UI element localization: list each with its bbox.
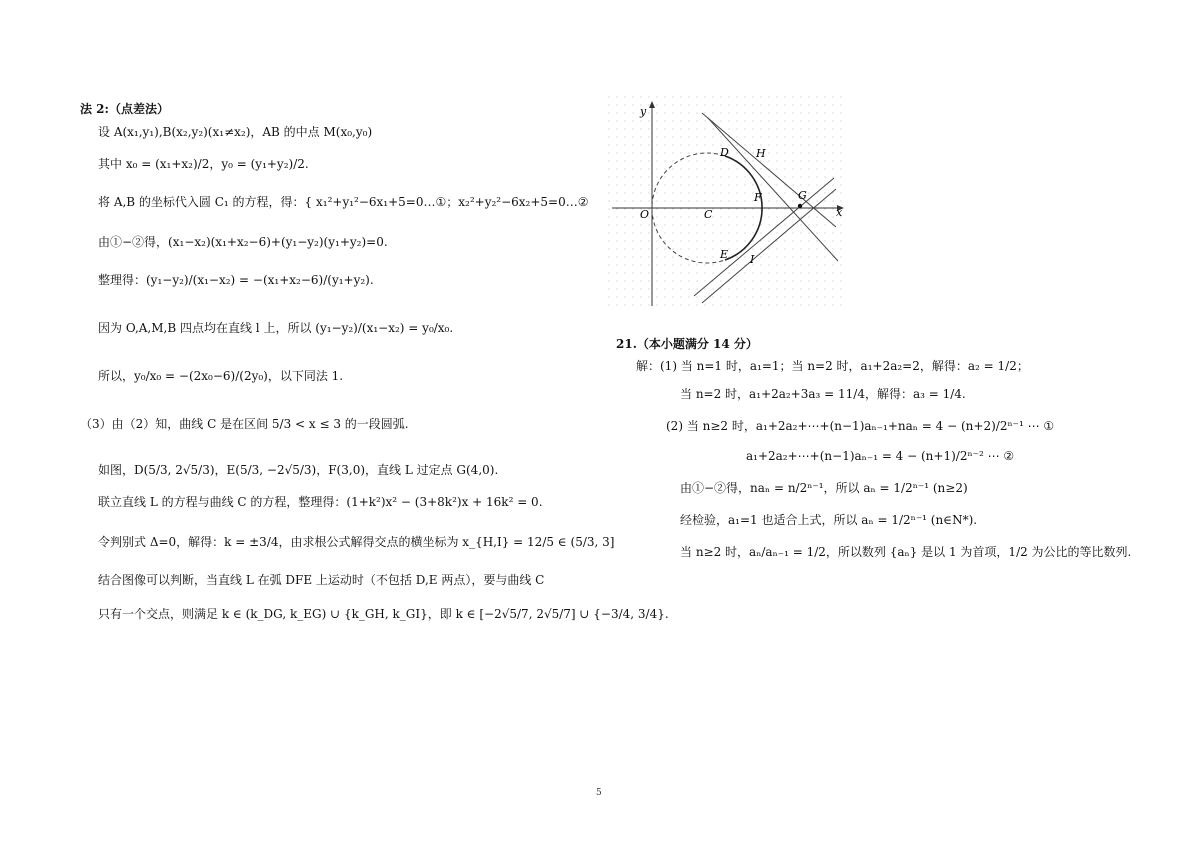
page-number: 5 xyxy=(596,788,602,798)
label-y: y xyxy=(640,105,647,118)
method-heading: 法 2:（点差法） xyxy=(80,102,169,116)
solution-line: 经检验，a₁=1 也适合上式，所以 aₙ = 1/2ⁿ⁻¹ (n∈N*). xyxy=(680,513,978,527)
solution-line: 联立直线 L 的方程与曲线 C 的方程，整理得：(1+k²)x² − (3+8k²)x + 16k² = 0. xyxy=(98,495,543,509)
solution-line: 当 n≥2 时，aₙ/aₙ₋₁ = 1/2，所以数列 {aₙ} 是以 1 为首项，1/2 为公比的等比数列. xyxy=(680,545,1132,559)
solution-line: 当 n=2 时，a₁+2a₂+3a₃ = 11/4，解得：a₃ = 1/4. xyxy=(680,387,966,401)
solution-line: 如图，D(5/3, 2√5/3)，E(5/3, −2√5/3)，F(3,0)，直线 L 过定点 G(4,0). xyxy=(98,463,499,477)
solution-line: 结合图像可以判断，当直线 L 在弧 DFE 上运动时（不包括 D,E 两点），要与曲线 C xyxy=(98,573,545,587)
label-o: O xyxy=(640,208,650,221)
solution-line: 整理得：(y₁−y₂)/(x₁−x₂) = −(x₁+x₂−6)/(y₁+y₂). xyxy=(98,273,374,287)
solution-line: 所以，y₀/x₀ = −(2x₀−6)/(2y₀)，以下同法 1. xyxy=(98,369,344,383)
part-three-heading: （3）由（2）知，曲线 C 是在区间 5/3 < x ≤ 3 的一段圆弧. xyxy=(80,417,409,431)
solution-line: 由①−②得，naₙ = n/2ⁿ⁻¹，所以 aₙ = 1/2ⁿ⁻¹ (n≥2) xyxy=(680,481,968,495)
solution-line: 令判别式 Δ=0，解得：k = ±3/4，由求根公式解得交点的横坐标为 x_{H,I} = 12/5 ∈ (5/3, 3] xyxy=(98,535,615,549)
solution-line: 解：(1) 当 n=1 时，a₁=1；当 n=2 时，a₁+2a₂=2，解得：a₂ = 1/2； xyxy=(636,359,1029,373)
label-c: C xyxy=(704,208,713,221)
label-h: H xyxy=(756,147,766,160)
question-heading: 21.（本小题满分 14 分） xyxy=(616,337,758,351)
solution-line: 因为 O,A,M,B 四点均在直线 l 上，所以 (y₁−y₂)/(x₁−x₂) = y₀/x₀. xyxy=(98,321,454,335)
label-e: E xyxy=(720,248,729,261)
solution-line: 其中 x₀ = (x₁+x₂)/2，y₀ = (y₁+y₂)/2. xyxy=(98,157,309,171)
solution-line: a₁+2a₂+⋯+(n−1)aₙ₋₁ = 4 − (n+1)/2ⁿ⁻² ⋯ ② xyxy=(746,449,1015,463)
label-f: F xyxy=(754,191,762,204)
solution-line: 将 A,B 的坐标代入圆 C₁ 的方程，得：{ x₁²+y₁²−6x₁+5=0…①；x₂²+y₂²−6x₂+5=0…② xyxy=(98,195,589,209)
solution-line: (2) 当 n≥2 时，a₁+2a₂+⋯+(n−1)aₙ₋₁+naₙ = 4 − (n+2)/2ⁿ⁻¹ ⋯ ① xyxy=(666,419,1055,433)
label-i: I xyxy=(750,253,755,266)
right-column xyxy=(600,0,1200,849)
label-g: G xyxy=(798,189,807,202)
solution-line: 只有一个交点，则满足 k ∈ (k_DG, k_EG) ∪ {k_GH, k_GI}，即 k ∈ [−2√5/7, 2√5/7] ∪ {−3/4, 3/4}. xyxy=(98,607,669,621)
solution-line: 设 A(x₁,y₁),B(x₂,y₂)(x₁≠x₂)，AB 的中点 M(x₀,y₀) xyxy=(98,125,373,139)
label-x: x xyxy=(836,206,843,219)
label-d: D xyxy=(720,146,729,159)
solution-line: 由①−②得，(x₁−x₂)(x₁+x₂−6)+(y₁−y₂)(y₁+y₂)=0. xyxy=(98,235,388,249)
